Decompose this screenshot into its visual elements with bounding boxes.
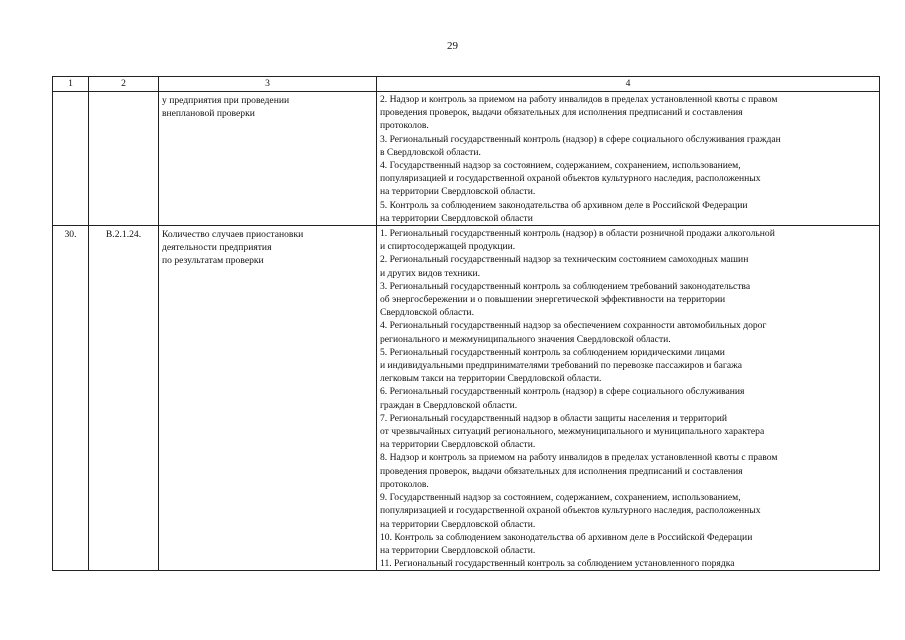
supervision-type-line: и индивидуальными предпринимателями требований по перевозке пассажиров и багажа bbox=[380, 360, 742, 372]
supervision-type-line: проведения проверок, выдачи обязательных для исполнения предписаний и составления bbox=[380, 107, 743, 119]
supervision-type-line: 6. Региональный государственный контроль (надзор) в сфере социального обслуживания bbox=[380, 386, 745, 398]
supervision-type-line: на территории Свердловской области. bbox=[380, 186, 536, 198]
column-header-2: 2 bbox=[89, 77, 159, 92]
supervision-type-line: и спиртосодержащей продукции. bbox=[380, 241, 516, 253]
supervision-type-line: на территории Свердловской области. bbox=[380, 544, 536, 556]
supervision-type-line: 1. Региональный государственный контроль (надзор) в области розничной продажи алкогольной bbox=[380, 228, 775, 240]
column-header-1: 1 bbox=[53, 77, 89, 92]
description-line: Количество случаев приостановки bbox=[162, 229, 304, 241]
supervision-types-cell bbox=[377, 226, 880, 571]
supervision-type-line: популяризацией и государственной охраной объектов культурного наследия, расположенных bbox=[380, 173, 761, 185]
page-number: 29 bbox=[447, 40, 458, 52]
supervision-type-line: на территории Свердловской области bbox=[380, 212, 533, 224]
indicator-code-cell: В.2.1.24. bbox=[89, 226, 159, 571]
supervision-types-cell bbox=[377, 92, 880, 226]
supervision-type-line: 5. Контроль за соблюдением законодательства об архивном деле в Российской Федерации bbox=[380, 199, 748, 211]
supervision-type-line: регионального и межмуниципального значения Свердловской области. bbox=[380, 333, 671, 345]
supervision-type-line: 11. Региональный государственный контроль за соблюдением установленного порядка bbox=[380, 558, 735, 570]
table-body bbox=[53, 92, 880, 571]
supervision-type-line: на территории Свердловской области. bbox=[380, 439, 536, 451]
supervision-type-line: 2. Региональный государственный надзор за техническим состоянием самоходных машин bbox=[380, 254, 749, 266]
supervision-type-line: 2. Надзор и контроль за приемом на работу инвалидов в пределах установленной квоты с правом bbox=[380, 94, 778, 105]
supervision-type-line: от чрезвычайных ситуаций регионального, межмуниципального и муниципального характера bbox=[380, 426, 765, 438]
supervision-type-line: 8. Надзор и контроль за приемом на работу инвалидов в пределах установленной квоты с правом bbox=[380, 452, 778, 464]
supervision-type-line: протоколов. bbox=[380, 120, 429, 132]
column-header-3: 3 bbox=[159, 77, 377, 92]
table-header-row bbox=[53, 77, 880, 92]
supervision-type-line: 3. Региональный государственный контроль за соблюдением требований законодательства bbox=[380, 280, 751, 292]
supervision-type-line: 4. Государственный надзор за состоянием, содержанием, сохранением, использованием, bbox=[380, 160, 741, 172]
description-line: по результатам проверки bbox=[162, 255, 264, 267]
supervision-type-line: Свердловской области. bbox=[380, 307, 474, 319]
supervision-type-line: 9. Государственный надзор за состоянием, содержанием, сохранением, использованием, bbox=[380, 492, 741, 504]
supervision-type-line: протоколов. bbox=[380, 478, 429, 490]
row-number-cell: 30. bbox=[53, 226, 89, 571]
supervision-type-line: и других видов техники. bbox=[380, 267, 480, 279]
supervision-type-line: популяризацией и государственной охраной объектов культурного наследия, расположенных bbox=[380, 505, 761, 517]
table-row bbox=[53, 226, 880, 571]
row-number-cell bbox=[53, 92, 89, 226]
indicator-description-cell bbox=[159, 92, 377, 226]
column-header-4: 4 bbox=[377, 77, 880, 92]
supervision-type-line: в Свердловской области. bbox=[380, 146, 481, 158]
indicators-table bbox=[52, 76, 880, 571]
supervision-type-line: граждан в Свердловской области. bbox=[380, 399, 518, 411]
indicator-description-cell bbox=[159, 226, 377, 571]
table-row bbox=[53, 92, 880, 226]
supervision-type-line: легковым такси на территории Свердловской области. bbox=[380, 373, 602, 385]
supervision-type-line: проведения проверок, выдачи обязательных для исполнения предписаний и составления bbox=[380, 465, 743, 477]
description-line: внеплановой проверки bbox=[162, 108, 255, 120]
description-line: деятельности предприятия bbox=[162, 242, 272, 254]
supervision-type-line: 10. Контроль за соблюдением законодательства об архивном деле в Российской Федерации bbox=[380, 531, 753, 543]
supervision-type-line: на территории Свердловской области. bbox=[380, 518, 536, 530]
supervision-type-line: 3. Региональный государственный контроль (надзор) в сфере социального обслуживания граждан bbox=[380, 133, 781, 145]
supervision-type-line: 7. Региональный государственный надзор в области защиты населения и территорий bbox=[380, 412, 728, 424]
description-line: у предприятия при проведении bbox=[162, 95, 290, 106]
supervision-type-line: об энергосбережении и о повышении энергетической эффективности на территории bbox=[380, 294, 726, 306]
indicator-code-cell bbox=[89, 92, 159, 226]
supervision-type-line: 5. Региональный государственный контроль за соблюдением юридическими лицами bbox=[380, 346, 725, 358]
supervision-type-line: 4. Региональный государственный надзор за обеспечением сохранности автомобильных дорог bbox=[380, 320, 767, 332]
